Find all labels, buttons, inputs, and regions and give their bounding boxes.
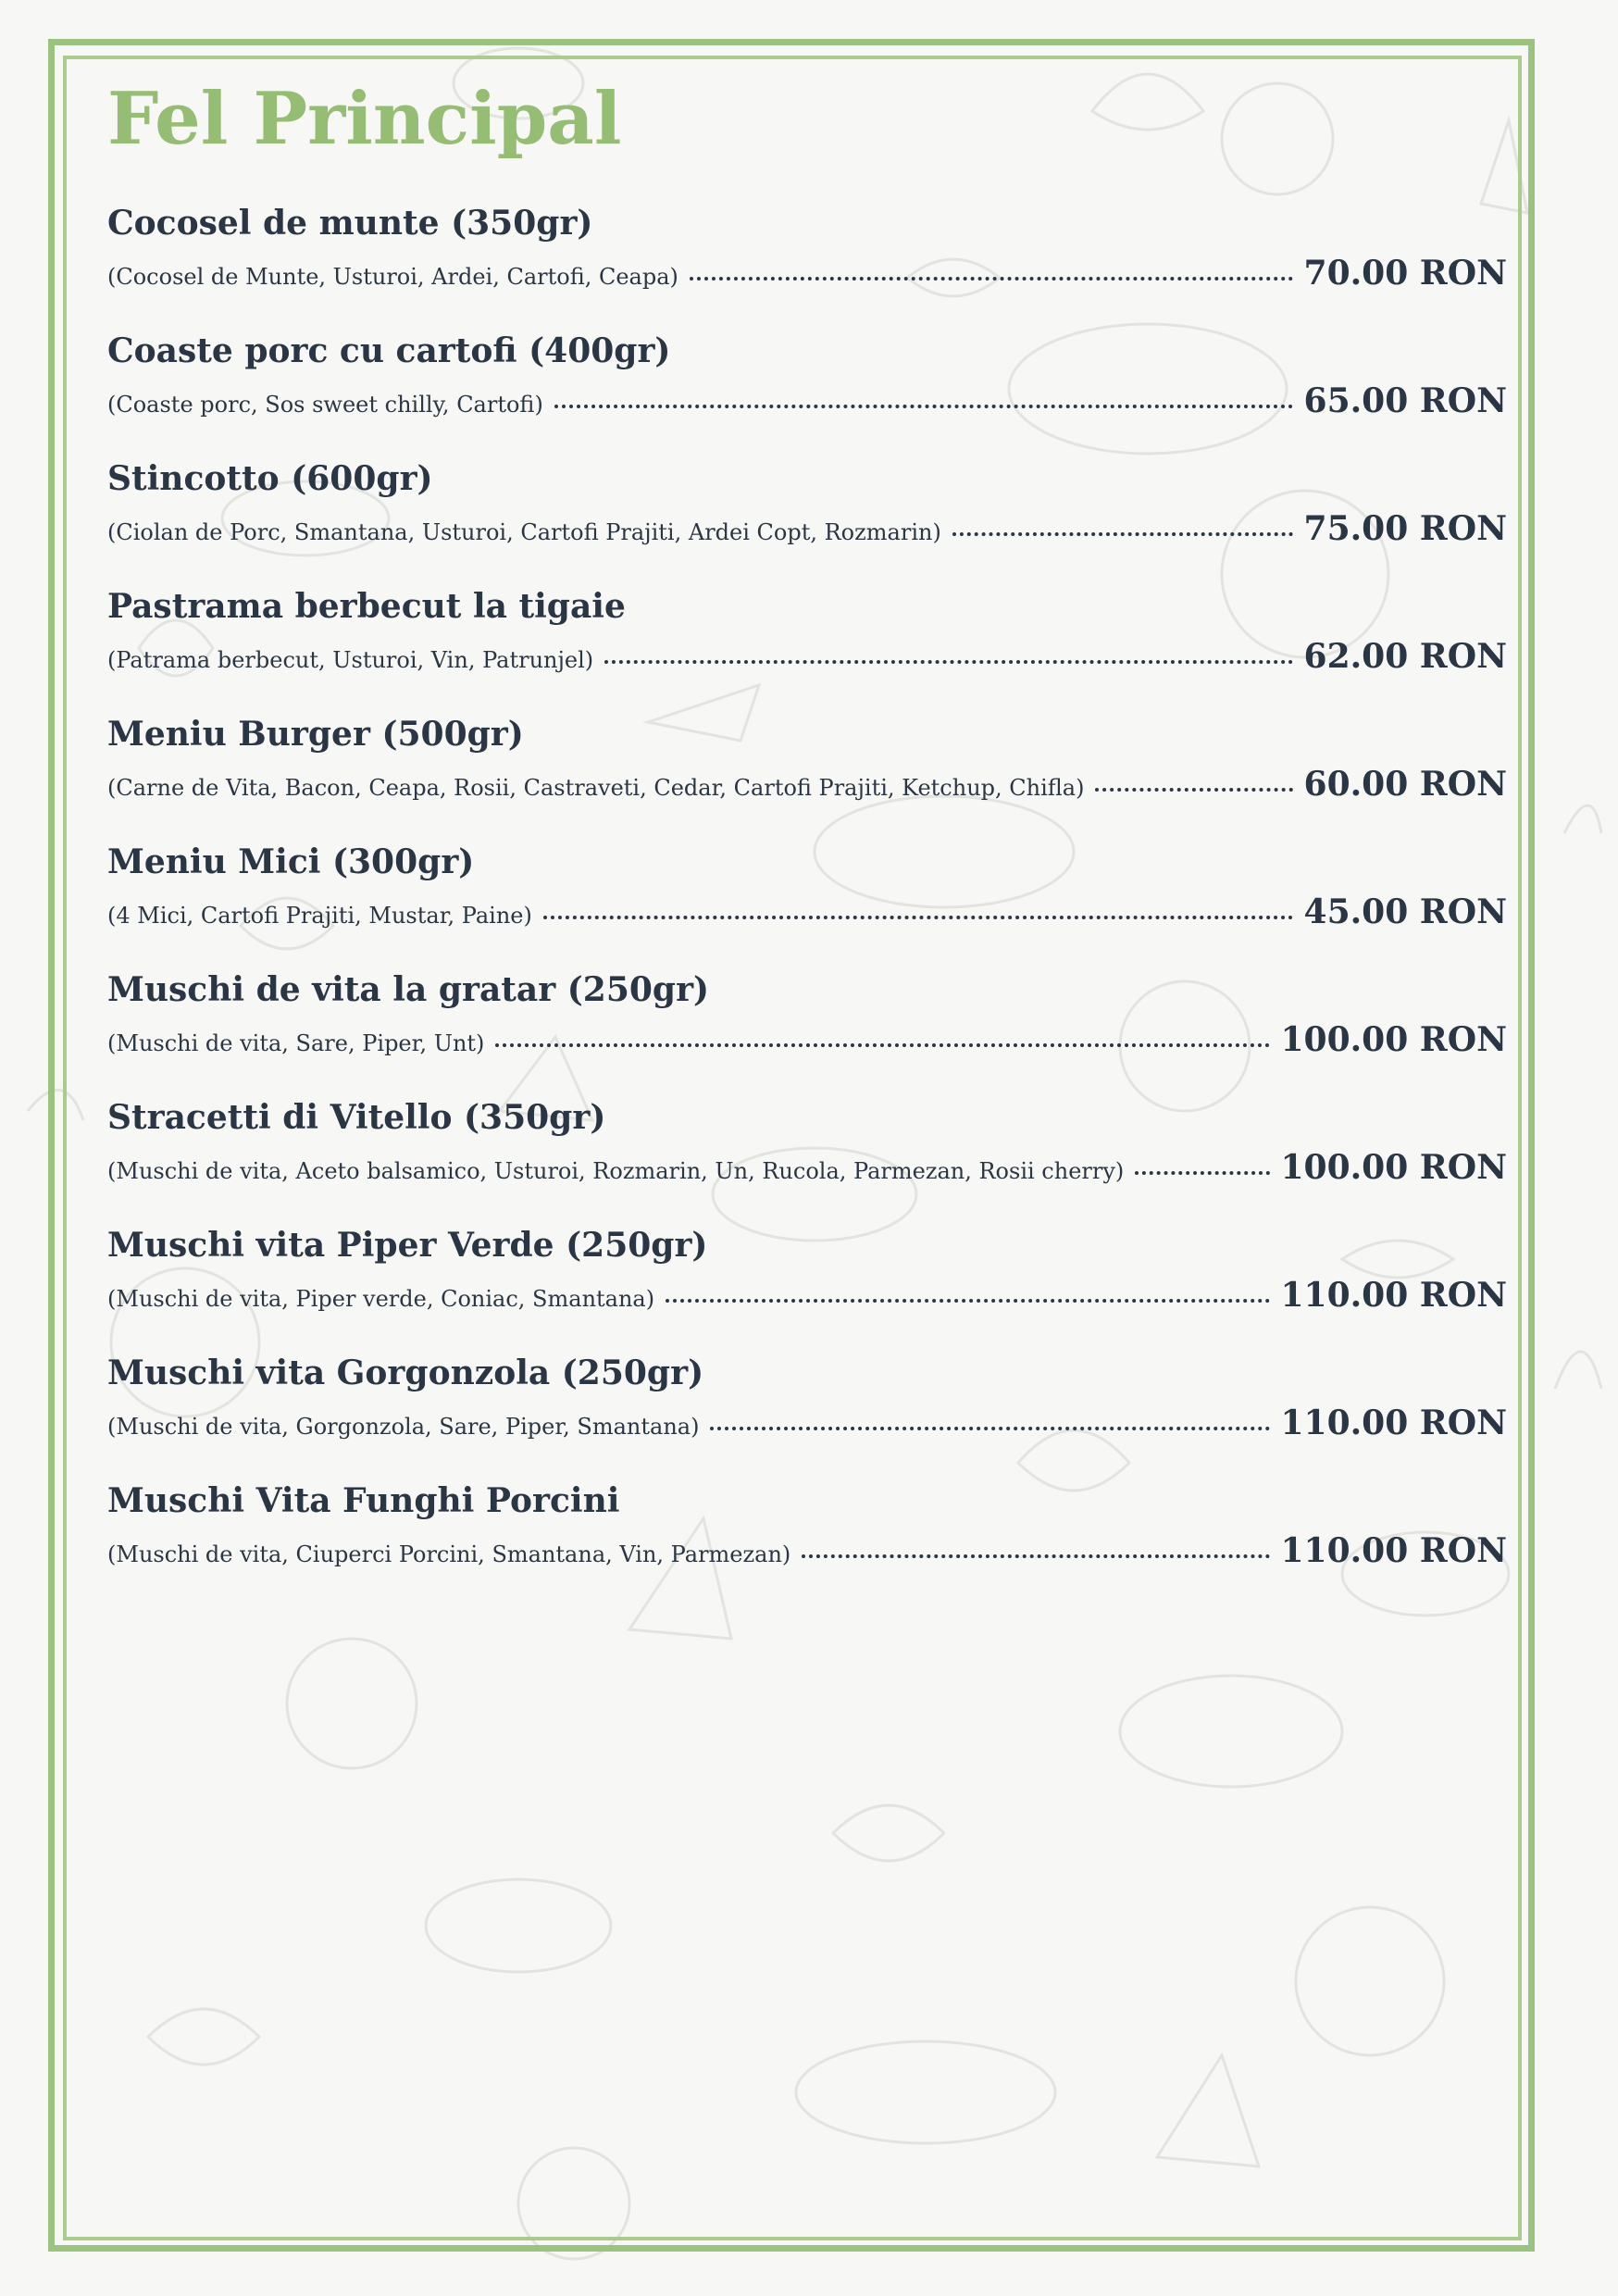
dotted-leader bbox=[802, 1554, 1269, 1558]
menu-item-description: (Cocosel de Munte, Usturoi, Ardei, Cartofi, Ceapa) bbox=[107, 264, 678, 290]
menu-item-price: 100.00 RON bbox=[1280, 1020, 1507, 1059]
menu-item-name: Pastrama berbecut la tigaie bbox=[107, 587, 626, 626]
menu-item bbox=[107, 1483, 1507, 1611]
menu-item-line bbox=[107, 1404, 1507, 1442]
menu-item-description: (Muschi de vita, Sare, Piper, Unt) bbox=[107, 1030, 485, 1056]
dotted-leader bbox=[543, 916, 1293, 919]
menu-item-line bbox=[107, 765, 1507, 804]
menu-item-price: 110.00 RON bbox=[1280, 1531, 1507, 1570]
menu-item-description: (Patrama berbecut, Usturoi, Vin, Patrunjel) bbox=[107, 647, 594, 673]
menu-item-description: (Muschi de vita, Gorgonzola, Sare, Piper, Smantana) bbox=[107, 1414, 700, 1440]
menu-item-name: Coaste porc cu cartofi (400gr) bbox=[107, 331, 671, 370]
menu-item-line bbox=[107, 381, 1507, 420]
menu-item bbox=[107, 1355, 1507, 1483]
menu-item-price: 75.00 RON bbox=[1303, 509, 1507, 548]
menu-item-line bbox=[107, 509, 1507, 548]
menu-item-line bbox=[107, 1276, 1507, 1315]
menu-item bbox=[107, 206, 1507, 333]
dotted-leader bbox=[604, 660, 1292, 664]
dotted-leader bbox=[690, 277, 1293, 281]
menu-item-price: 100.00 RON bbox=[1280, 1148, 1507, 1187]
menu-item bbox=[107, 972, 1507, 1100]
menu-item-price: 70.00 RON bbox=[1303, 254, 1507, 293]
menu-item-line bbox=[107, 1531, 1507, 1570]
menu-item-name: Meniu Burger (500gr) bbox=[107, 715, 524, 754]
dotted-leader bbox=[710, 1427, 1269, 1430]
menu-item bbox=[107, 717, 1507, 844]
menu-item-name: Muschi vita Piper Verde (250gr) bbox=[107, 1226, 708, 1265]
dotted-leader bbox=[1095, 788, 1292, 792]
menu-item-name: Muschi de vita la gratar (250gr) bbox=[107, 970, 710, 1009]
menu-item-line bbox=[107, 1020, 1507, 1059]
menu-item-line bbox=[107, 637, 1507, 676]
menu-item bbox=[107, 1100, 1507, 1228]
dotted-leader bbox=[666, 1299, 1269, 1303]
menu-item-description: (4 Mici, Cartofi Prajiti, Mustar, Paine) bbox=[107, 903, 532, 929]
menu-item-description: (Carne de Vita, Bacon, Ceapa, Rosii, Castraveti, Cedar, Cartofi Prajiti, Ketchup, Chifla) bbox=[107, 775, 1085, 801]
menu-item-name: Stracetti di Vitello (350gr) bbox=[107, 1098, 606, 1137]
menu-item-price: 60.00 RON bbox=[1303, 765, 1507, 804]
menu-item-description: (Muschi de vita, Ciuperci Porcini, Smantana, Vin, Parmezan) bbox=[107, 1541, 791, 1567]
menu-item-line bbox=[107, 254, 1507, 293]
menu-item-name: Stincotto (600gr) bbox=[107, 459, 433, 498]
menu-item-name: Muschi Vita Funghi Porcini bbox=[107, 1481, 620, 1520]
menu-item bbox=[107, 1228, 1507, 1355]
menu-item-description: (Ciolan de Porc, Smantana, Usturoi, Cartofi Prajiti, Ardei Copt, Rozmarin) bbox=[107, 519, 941, 545]
dotted-leader bbox=[495, 1043, 1269, 1047]
menu-item bbox=[107, 844, 1507, 972]
menu-item-price: 65.00 RON bbox=[1303, 381, 1507, 420]
menu-item-line bbox=[107, 892, 1507, 931]
menu-item-description: (Coaste porc, Sos sweet chilly, Cartofi) bbox=[107, 392, 543, 418]
menu-item-price: 110.00 RON bbox=[1280, 1276, 1507, 1315]
page-title: Fel Principal bbox=[107, 77, 622, 161]
menu-item-price: 62.00 RON bbox=[1303, 637, 1507, 676]
menu-list bbox=[107, 206, 1507, 1611]
menu-item-line bbox=[107, 1148, 1507, 1187]
dotted-leader bbox=[1135, 1171, 1269, 1175]
menu-item bbox=[107, 333, 1507, 461]
menu-item bbox=[107, 589, 1507, 717]
dotted-leader bbox=[554, 405, 1293, 408]
menu-item-name: Cocosel de munte (350gr) bbox=[107, 204, 593, 243]
menu-item-price: 110.00 RON bbox=[1280, 1404, 1507, 1442]
menu-item-description: (Muschi de vita, Piper verde, Coniac, Smantana) bbox=[107, 1286, 655, 1312]
dotted-leader bbox=[952, 532, 1293, 536]
menu-item-name: Muschi vita Gorgonzola (250gr) bbox=[107, 1354, 704, 1392]
menu-item-name: Meniu Mici (300gr) bbox=[107, 842, 475, 881]
menu-item-description: (Muschi de vita, Aceto balsamico, Usturoi, Rozmarin, Un, Rucola, Parmezan, Rosii cherry) bbox=[107, 1158, 1125, 1184]
menu-item bbox=[107, 461, 1507, 589]
menu-item-price: 45.00 RON bbox=[1303, 892, 1507, 931]
